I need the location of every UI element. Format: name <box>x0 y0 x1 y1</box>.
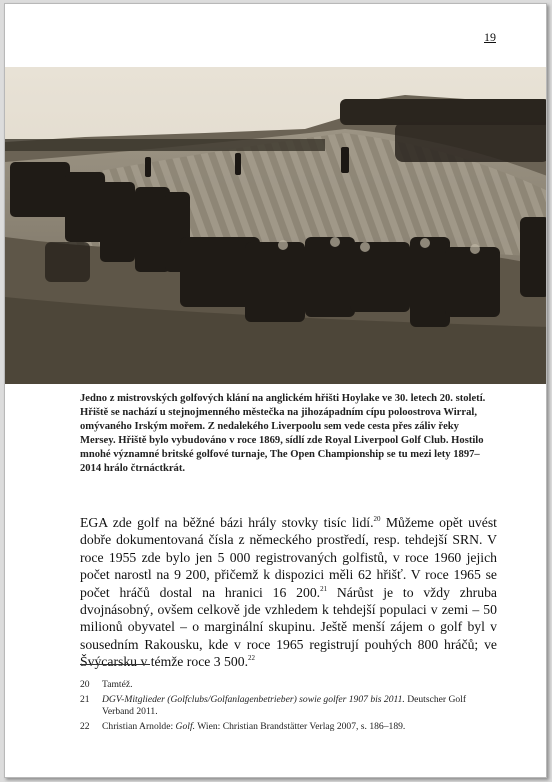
golf-crowd-photo <box>5 67 547 384</box>
body-text-1: EGA zde golf na běžné bázi hrály stovky tisíc lidí. <box>80 515 374 530</box>
body-text-3: Nárůst je to vždy zhruba dvojnásobný, ovšem celkově jde vzhledem k tehdejší populaci v zemi – 50 milionů obyvatel – o marginální skupinu. Ještě menší zájem o golf byl v sousedním Rakousku, kde v roce 1965 registrují pouhých 800 hráčů; ve Švýcarsku v témže roce 3 500. <box>80 584 497 670</box>
footnote-rest: Wien: Christian Brandstätter Verlag 2007, s. 186–189. <box>195 721 406 732</box>
footnote-21 <box>80 694 500 719</box>
footnote-rest: Deutscher Golf Verband 2011. <box>102 694 467 718</box>
body-paragraph <box>80 514 497 671</box>
photo-illustration <box>5 67 547 384</box>
footnote-number: 21 <box>80 694 90 705</box>
footnote-italic: Golf. <box>175 721 196 732</box>
footnote-number: 20 <box>80 679 90 690</box>
footnote-text <box>102 721 500 733</box>
footnote-author: Christian Arnolde: <box>102 721 176 732</box>
footnote-22 <box>80 721 500 733</box>
footnote-italic: DGV-Mitglieder (Golfclubs/Golfanlagenbetrieber) sowie golfer 1907 bis 2011. <box>102 694 405 705</box>
footnote-text <box>102 694 500 719</box>
footnote-number: 22 <box>80 721 90 732</box>
page-number: 19 <box>484 30 496 44</box>
footnote-20 <box>80 679 500 691</box>
footnote-ref-21[interactable]: 21 <box>320 584 328 593</box>
footnote-text: Tamtéž. <box>102 679 133 690</box>
footnote-ref-22[interactable]: 22 <box>248 654 255 663</box>
footnote-ref-20[interactable]: 20 <box>373 515 381 523</box>
book-page <box>4 3 547 778</box>
footnote-divider <box>80 664 150 665</box>
photo-caption: Jedno z mistrovských golfových klání na anglickém hřišti Hoylake ve 30. letech 20. století. Hřiště se nachází u stejnojmenného městečka na jihozápadním cípu poloostrova Wirral, omývaného Irským mořem. Z nedalekého Liverpoolu sem vede cesta přes záliv řeky Mersey. Hřiště bylo vybudováno v roce 1869, sídlí zde Royal Liverpool Golf Club. Hostilo mnohé významné britské golfové turnaje, The Open Championship se tu mezi lety 1897–2014 hrálo čtrnáctkrát. <box>80 393 486 474</box>
body-text-2: Můžeme opět uvést dobře dokumentovaná čísla z německého prostředí, resp. tehdejší SRN. V roce 1955 zde bylo jen 5 000 registrovaných golfistů, v roce 1960 jejich počet narostl na 9 200, přičemž k dispozici měli 62 hřišť. V roce 1965 se počet hráčů dostal na hranici 16 200. <box>80 515 497 600</box>
